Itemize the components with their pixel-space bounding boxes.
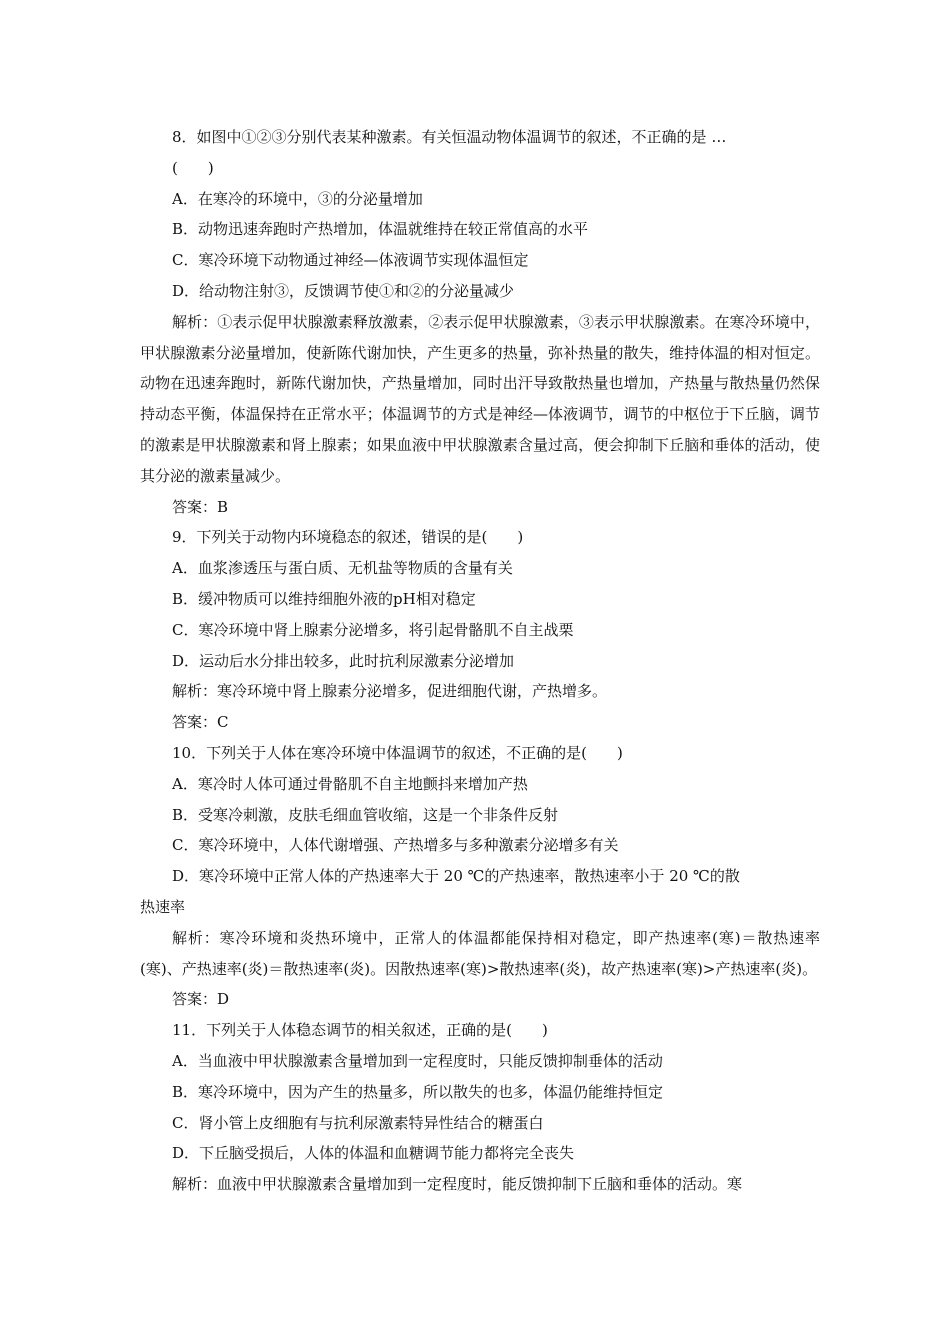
document-body [140,122,820,1200]
question-8-option-d: D．给动物注射③，反馈调节使①和②的分泌量减少 [172,281,515,300]
question-10-option-d-line1: D．寒冷环境中正常人体的产热速率大于 20 ℃的产热速率，散热速率小于 20 ℃的散 [172,867,740,886]
question-10-option-d-line2: 热速率 [140,897,186,916]
question-8-option-c: C．寒冷环境下动物通过神经—体液调节实现体温恒定 [172,251,529,270]
question-10-analysis: 解析：寒冷环境和炎热环境中，正常人的体温都能保持相对稳定，即产热速率(寒)＝散热速率(寒)、产热速率(炎)＝散热速率(炎)。因散热速率(寒)>散热速率(炎)，故产热速率(寒)>产热速率(炎)。 [140,928,820,978]
question-9-analysis: 解析：寒冷环境中肾上腺素分泌增多，促进细胞代谢，产热增多。 [172,682,608,701]
question-10-answer: 答案：D [172,990,230,1009]
question-9-option-a: A．血浆渗透压与蛋白质、无机盐等物质的含量有关 [172,559,513,578]
question-9-answer: 答案：C [172,713,229,732]
question-8-option-b: B．动物迅速奔跑时产热增加，体温就维持在较正常值高的水平 [172,220,589,239]
question-9-option-b: B．缓冲物质可以维持细胞外液的pH相对稳定 [172,589,476,608]
question-8-answer: 答案：B [172,497,229,516]
question-8-paren: ( ) [172,158,214,177]
question-10-stem: 10．下列关于人体在寒冷环境中体温调节的叙述，不正确的是( ) [172,743,623,762]
question-9-option-c: C．寒冷环境中肾上腺素分泌增多，将引起骨骼肌不自主战栗 [172,620,574,639]
question-9-option-d: D．运动后水分排出较多，此时抗利尿激素分泌增加 [172,651,515,670]
question-8-analysis: 解析：①表示促甲状腺激素释放激素，②表示促甲状腺激素，③表示甲状腺激素。在寒冷环境中，甲状腺激素分泌量增加，使新陈代谢加快，产生更多的热量，弥补热量的散失，维持体温的相对恒定。动物在迅速奔跑时，新陈代谢加快，产热量增加，同时出汗导致散热量也增加，产热量与散热量仍然保持动态平衡，体温保持在正常水平；体温调节的方式是神经—体液调节，调节的中枢位于下丘脑，调节的激素是甲状腺激素和肾上腺素；如果血液中甲状腺激素含量过高，便会抑制下丘脑和垂体的活动，使其分泌的激素量减少。 [140,312,820,485]
question-8-option-a: A．在寒冷的环境中，③的分泌量增加 [172,189,423,208]
question-11-option-c: C．肾小管上皮细胞有与抗利尿激素特异性结合的糖蛋白 [172,1113,544,1132]
question-8-stem: 8．如图中①②③分别代表某种激素。有关恒温动物体温调节的叙述，不正确的是 … [172,128,727,146]
question-10-option-a: A．寒冷时人体可通过骨骼肌不自主地颤抖来增加产热 [172,774,528,793]
question-11-option-a: A．当血液中甲状腺激素含量增加到一定程度时，只能反馈抑制垂体的活动 [172,1051,663,1070]
question-11-stem: 11．下列关于人体稳态调节的相关叙述，正确的是( ) [172,1021,548,1040]
question-11-option-b: B．寒冷环境中，因为产生的热量多，所以散失的也多，体温仍能维持恒定 [172,1082,664,1101]
question-9-stem: 9．下列关于动物内环境稳态的叙述，错误的是( ) [172,528,524,547]
question-10-option-c: C．寒冷环境中，人体代谢增强、产热增多与多种激素分泌增多有关 [172,836,619,855]
question-10-option-b: B．受寒冷刺激，皮肤毛细血管收缩，这是一个非条件反射 [172,805,559,824]
question-11-option-d: D．下丘脑受损后，人体的体温和血糖调节能力都将完全丧失 [172,1144,575,1163]
question-11-analysis: 解析：血液中甲状腺激素含量增加到一定程度时，能反馈抑制下丘脑和垂体的活动。寒 [172,1175,743,1194]
